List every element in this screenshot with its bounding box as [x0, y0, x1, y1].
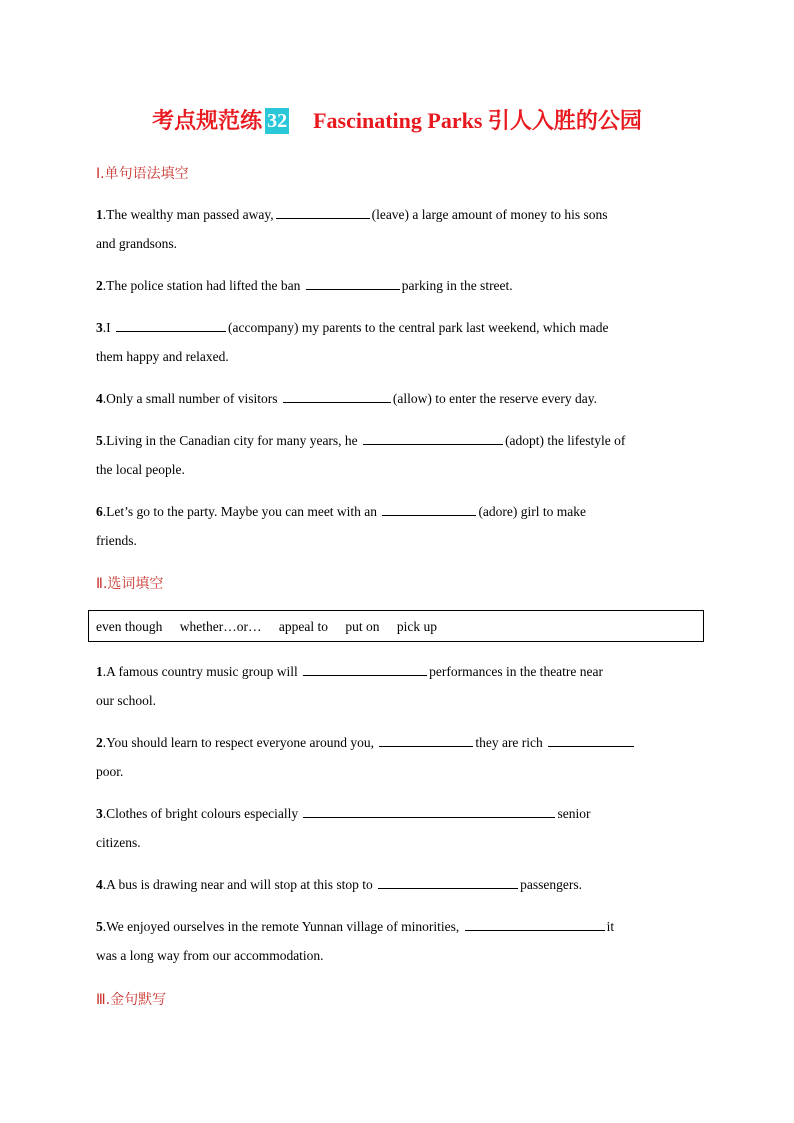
question-text: (accompany) my parents to the central park last weekend, which made — [228, 320, 609, 335]
question-text: citizens. — [96, 835, 141, 850]
page-title — [0, 104, 794, 135]
question-text: .Let’s go to the party. Maybe you can meet with an — [102, 504, 381, 519]
answer-blank[interactable] — [465, 918, 605, 931]
answer-blank[interactable] — [283, 390, 391, 403]
question-number: 1 — [96, 207, 103, 222]
answer-blank[interactable] — [303, 805, 555, 818]
grammar-question-3 — [96, 313, 698, 371]
question-text: performances in the theatre near — [429, 664, 604, 679]
lesson-number-badge: 32 — [267, 110, 288, 132]
grammar-question-6 — [96, 497, 698, 555]
answer-blank[interactable] — [548, 734, 634, 747]
word-option: pick up — [396, 619, 437, 634]
question-number: 3 — [96, 320, 103, 335]
answer-blank[interactable] — [303, 663, 427, 676]
question-number: 3 — [96, 806, 103, 821]
question-number: 4 — [96, 391, 103, 406]
question-text: senior — [557, 806, 591, 821]
question-text: they are rich — [475, 735, 547, 750]
title-cn: 考点规范练 — [152, 108, 263, 133]
question-text: (leave) a large amount of money to his sons — [371, 207, 608, 222]
word-option: appeal to — [278, 619, 328, 634]
question-text: .Only a small number of visitors — [102, 391, 281, 406]
question-number: 4 — [96, 877, 103, 892]
question-text: .Living in the Canadian city for many years, he — [102, 433, 362, 448]
question-text: and grandsons. — [96, 236, 177, 251]
answer-blank[interactable] — [382, 503, 476, 516]
section-heading-word-choice: Ⅱ.选词填空 — [96, 576, 164, 592]
word-option: put on — [345, 619, 380, 634]
question-number: 2 — [96, 278, 103, 293]
section-heading-grammar: Ⅰ.单句语法填空 — [96, 166, 189, 182]
question-number: 6 — [96, 504, 103, 519]
question-text: .The police station had lifted the ban — [102, 278, 304, 293]
question-number: 5 — [96, 433, 103, 448]
question-text: (adopt) the lifestyle of — [505, 433, 626, 448]
grammar-question-1 — [96, 200, 698, 258]
word-choice-question-1 — [96, 657, 698, 715]
question-text: .A bus is drawing near and will stop at this stop to — [102, 877, 377, 892]
question-text: .You should learn to respect everyone around you, — [102, 735, 378, 750]
grammar-question-5 — [96, 426, 698, 484]
question-text: passengers. — [520, 877, 582, 892]
question-text: them happy and relaxed. — [96, 349, 229, 364]
word-choice-question-3 — [96, 799, 698, 857]
question-text: it — [606, 919, 615, 934]
section-heading-dictation: Ⅲ.金句默写 — [96, 992, 167, 1008]
word-bank-box — [88, 610, 704, 642]
question-text: poor. — [96, 764, 124, 779]
word-choice-question-2 — [96, 728, 698, 786]
question-text: (adore) girl to make — [478, 504, 587, 519]
question-text: .We enjoyed ourselves in the remote Yunnan village of minorities, — [102, 919, 463, 934]
question-text: .The wealthy man passed away, — [102, 207, 274, 222]
question-text: friends. — [96, 533, 137, 548]
question-text: parking in the street. — [401, 278, 513, 293]
question-text: .A famous country music group will — [102, 664, 302, 679]
question-text: .Clothes of bright colours especially — [102, 806, 302, 821]
answer-blank[interactable] — [378, 876, 518, 889]
answer-blank[interactable] — [306, 277, 400, 290]
question-text: the local people. — [96, 462, 185, 477]
answer-blank[interactable] — [379, 734, 473, 747]
answer-blank[interactable] — [116, 319, 226, 332]
title-en: Fascinating Parks 引人入胜的公园 — [313, 108, 642, 133]
question-text: our school. — [96, 693, 156, 708]
question-text: .I — [102, 320, 114, 335]
answer-blank[interactable] — [276, 206, 370, 219]
answer-blank[interactable] — [363, 432, 503, 445]
question-number: 2 — [96, 735, 103, 750]
word-option: even though — [96, 619, 163, 634]
question-text: (allow) to enter the reserve every day. — [392, 391, 598, 406]
grammar-question-2 — [96, 271, 698, 300]
question-number: 5 — [96, 919, 103, 934]
word-choice-question-4 — [96, 870, 698, 899]
word-choice-question-5 — [96, 912, 698, 970]
question-text: was a long way from our accommodation. — [96, 948, 324, 963]
question-number: 1 — [96, 664, 103, 679]
word-option: whether…or… — [179, 619, 262, 634]
grammar-question-4 — [96, 384, 698, 413]
